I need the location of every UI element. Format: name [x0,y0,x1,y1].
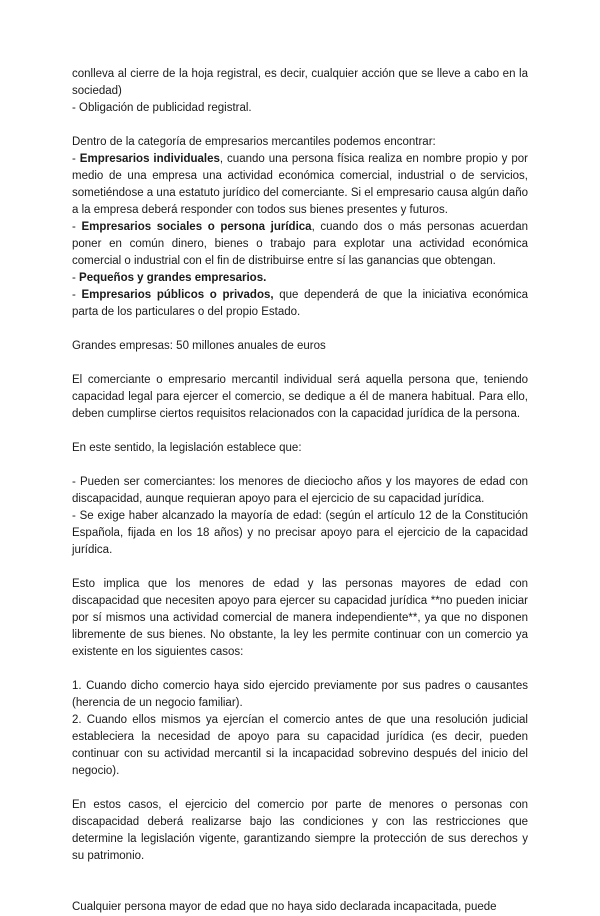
list-item-age-requirement: - Se exige haber alcanzado la mayoría de edad: (según el artículo 12 de la Constitución Española, fijada en los 18 años) y no precisar apoyo para el ejercicio de la capacidad jurídica. [72,510,528,556]
definition-public-private: que dependerá de que la iniciativa económica parta de los particulares o del propio Estado. [72,289,528,318]
term-public-private: Empresarios públicos o privados, [81,289,274,301]
paragraph-categories-intro: Dentro de la categoría de empresarios mercantiles podemos encontrar: [72,136,436,148]
paragraph-conditions: En estos casos, el ejercicio del comercio por parte de menores o personas con discapacidad deberá realizarse bajo las condiciones y con las restricciones que determine la legislación vigente, garantizando siempre la protección de sus derechos y su patrimonio. [72,799,528,862]
list-item-individual [72,151,528,219]
paragraph-legislation-intro: En este sentido, la legislación establece que: [72,442,302,454]
list-item-size [72,270,528,287]
bullet-prefix: - [72,221,82,233]
term-social: Empresarios sociales o persona jurídica [81,221,312,233]
paragraph-continuation: conlleva al cierre de la hoja registral, es decir, cualquier acción que se lleve a cabo en la sociedad) [72,68,528,97]
paragraph-large-companies: Grandes empresas: 50 millones anuales de euros [72,340,326,352]
list-item-case-2: 2. Cuando ellos mismos ya ejercían el comercio antes de que una resolución judicial estableciera la necesidad de apoyo para su capacidad jurídica (es decir, pueden continuar con su actividad mercantil si la incapacidad sobrevino después del inicio del negocio). [72,714,528,777]
bullet-prefix: - [72,272,80,284]
document-page [72,66,528,916]
list-item-social [72,219,528,270]
bullet-prefix: - [72,153,80,165]
term-individual: Empresarios individuales [79,153,220,165]
definition-social: , cuando dos o más personas acuerdan poner en común dinero, bienes o trabajo para explotar una actividad económica comercial o industrial con el fin de distribuirse entre sí las ganancias que obtengan. [72,221,528,267]
list-item-who-can-trade: - Pueden ser comerciantes: los menores de dieciocho años y los mayores de edad con discapacidad, aunque requieran apoyo para el ejercicio de su capacidad jurídica. [72,476,528,505]
paragraph-implications: Esto implica que los menores de edad y las personas mayores de edad con discapacidad que necesiten apoyo para ejercer su capacidad jurídica **no pueden iniciar por sí mismos una actividad comercial de manera independiente**, ya que no disponen libremente de sus bienes. No obstante, la ley les permite continuar con un comercio ya existente en los siguientes casos: [72,578,528,658]
bullet-prefix: - [72,289,82,301]
term-size: Pequeños y grandes empresarios. [79,272,267,284]
paragraph-trailing: Cualquier persona mayor de edad que no haya sido declarada incapacitada, puede [72,901,497,913]
list-item-public-private [72,287,528,321]
definition-individual: , cuando una persona física realiza en nombre propio y por medio de una empresa una actividad económica comercial, industrial o de servicios, sometiéndose a una estatuto jurídico del comerciante. Si el empresario causa algún daño a la empresa deberá responder con todos sus bienes presentes y futuros. [72,153,528,216]
paragraph-individual-merchant: El comerciante o empresario mercantil individual será aquella persona que, teniendo capacidad legal para ejercer el comercio, se dedique a él de manera habitual. Para ello, deben cumplirse ciertos requisitos relacionados con la capacidad jurídica de la persona. [72,374,528,420]
list-item-case-1: 1. Cuando dicho comercio haya sido ejercido previamente por sus padres o causantes (herencia de un negocio familiar). [72,680,528,709]
list-item-registral-publicity: - Obligación de publicidad registral. [72,102,252,114]
